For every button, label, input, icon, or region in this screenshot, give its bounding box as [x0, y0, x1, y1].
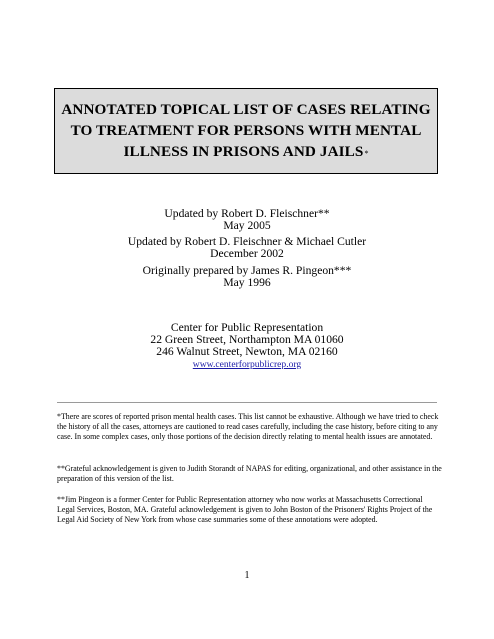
- update-2002-by: Updated by Robert D. Fleischner & Michael Cutler: [127, 235, 367, 248]
- update-2002: [0, 236, 494, 260]
- update-2005: [0, 208, 494, 232]
- organization-name: Center for Public Representation: [170, 321, 324, 334]
- title-line-1: ANNOTATED TOPICAL LIST OF CASES RELATING: [61, 100, 431, 118]
- title-footnote-mark: *: [364, 148, 369, 158]
- organization-block: [0, 322, 494, 370]
- footnote-1: *There are scores of reported prison mental health cases. This list cannot be exhaustive. Although we have tried to check the history of all the cases, attorneys are cautioned to read cases carefully, including the case history, before citing to any case. In some complex cases, only those portions of the decision directly relating to mental health issues are annotated.: [57, 412, 439, 441]
- organization-website-link[interactable]: www.centerforpublicrep.org: [192, 359, 302, 370]
- title-box: [54, 88, 438, 174]
- update-2005-by: Updated by Robert D. Fleischner**: [164, 207, 330, 220]
- title-line-2: TO TREATMENT FOR PERSONS WITH MENTAL: [70, 121, 422, 139]
- organization-address-1: 22 Green Street, Northampton MA 01060: [150, 333, 344, 346]
- original-1996-by: Originally prepared by James R. Pingeon***: [142, 264, 352, 277]
- original-1996: [0, 265, 494, 289]
- organization-address-2: 246 Walnut Street, Newton, MA 02160: [156, 345, 338, 358]
- update-2005-date: May 2005: [223, 219, 271, 232]
- update-2002-date: December 2002: [210, 247, 284, 260]
- page-number: 1: [244, 570, 250, 581]
- original-1996-date: May 1996: [223, 276, 271, 289]
- footnote-3: **Jim Pingeon is a former Center for Public Representation attorney who now works at Massachusetts Correctional Legal Services, Boston, MA. Grateful acknowledgement is given to John Boston of the Prisoners' Rights Project of the Legal Aid Society of New York from whose case summaries some of these annotations were adopted.: [57, 495, 433, 524]
- footnote-2: **Grateful acknowledgement is given to Judith Storandt of NAPAS for editing, organizational, and other assistance in the preparation of this version of the list.: [57, 464, 442, 483]
- separator-rule: [57, 402, 437, 403]
- title-line-3-text: ILLNESS IN PRISONS AND JAILS: [123, 142, 364, 160]
- title-line-3: [123, 141, 368, 164]
